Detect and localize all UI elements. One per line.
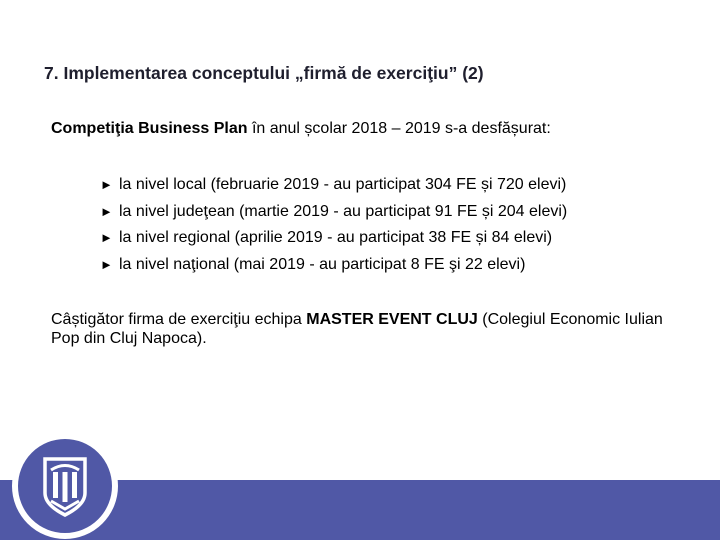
intro-bold: Competiţia Business Plan <box>51 120 248 137</box>
logo-badge <box>12 433 118 539</box>
winner-text-after: (Colegiul Economic Iulian Pop din Cluj Napoca). <box>51 311 663 347</box>
list-item <box>100 201 567 228</box>
intro-line <box>51 120 551 138</box>
list-item <box>100 174 567 201</box>
bullet-arrow-icon: ► <box>100 256 113 272</box>
list-item <box>100 254 567 281</box>
competition-levels-list <box>100 174 567 280</box>
shield-emblem-icon <box>18 439 112 533</box>
bullet-arrow-icon: ► <box>100 177 113 192</box>
list-item-text: la nivel naţional (mai 2019 - au participat 8 FE şi 22 elevi) <box>119 255 526 273</box>
winner-text-before: Câștigător firma de exerciţiu echipa <box>51 311 307 328</box>
intro-rest: în anul școlar 2018 – 2019 s-a desfășurat: <box>247 120 551 137</box>
list-item-text: la nivel regional (aprilie 2019 - au participat 38 FE și 84 elevi) <box>119 229 553 246</box>
bullet-arrow-icon: ► <box>100 203 113 219</box>
list-item <box>100 227 567 254</box>
bullet-arrow-icon: ► <box>100 230 113 245</box>
list-item-text: la nivel local (februarie 2019 - au participat 304 FE și 720 elevi) <box>119 176 567 193</box>
winner-team-name: MASTER EVENT CLUJ <box>306 311 478 328</box>
slide-title: 7. Implementarea conceptului „firmă de exerciţiu” (2) <box>44 63 484 83</box>
winner-paragraph <box>51 310 671 348</box>
list-item-text: la nivel judeţean (martie 2019 - au participat 91 FE și 204 elevi) <box>119 202 568 220</box>
